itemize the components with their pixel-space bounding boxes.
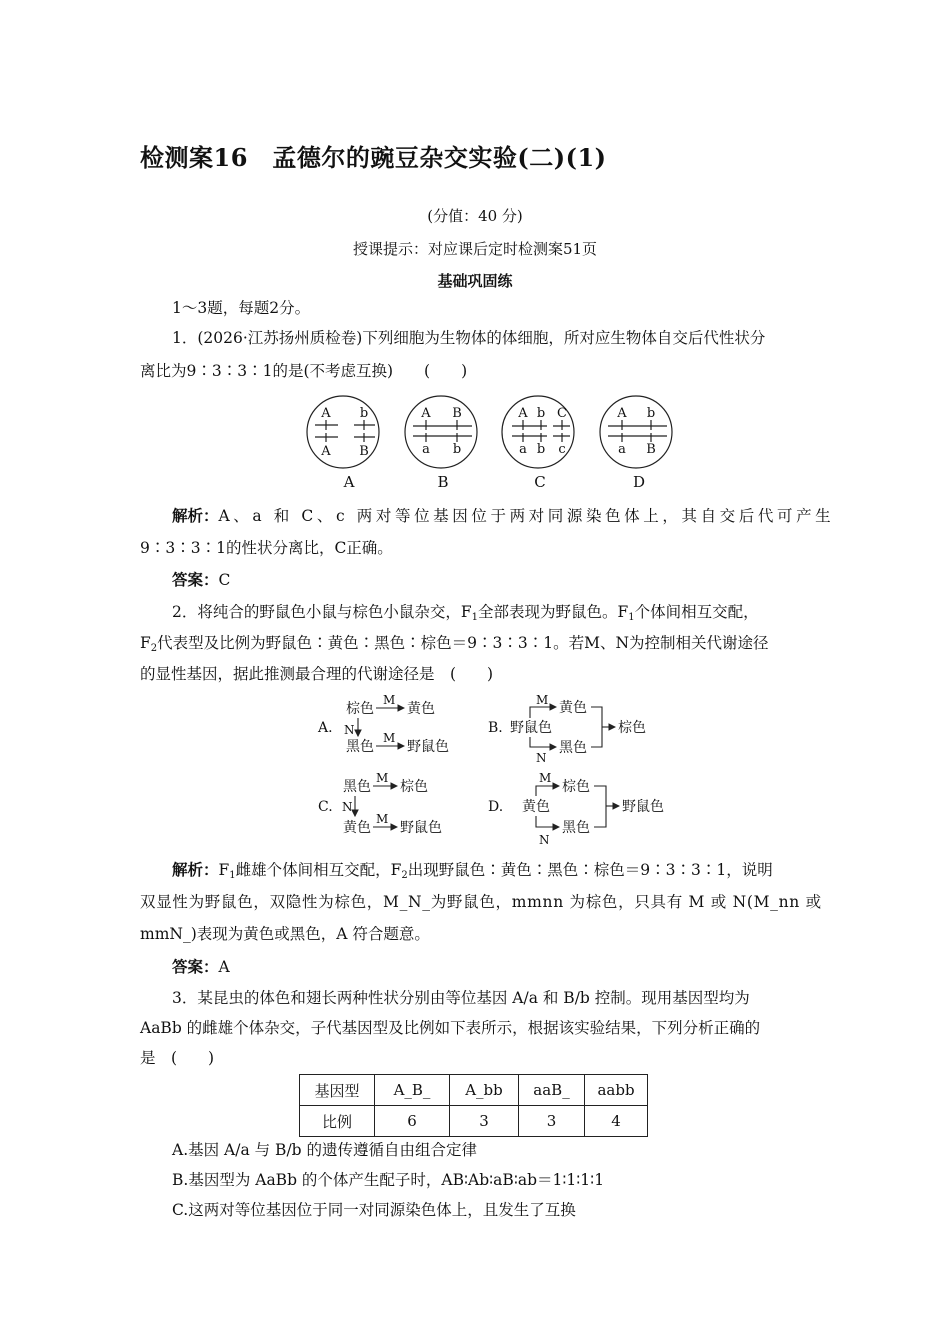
q1-cell-figures — [300, 392, 690, 492]
q2-c-node-3: 黄色 — [343, 820, 371, 836]
q2-a-node-1: 棕色 — [346, 701, 374, 717]
cell-a-gene-tl: A — [321, 406, 331, 421]
option-a-label: A — [343, 473, 355, 491]
option-b-label: B — [437, 473, 449, 491]
q2-a-gene-m: M — [383, 693, 396, 707]
table-row — [300, 1106, 648, 1137]
q2-c-gene-m: M — [376, 771, 389, 785]
answer-label: 答案： — [172, 570, 219, 589]
q2-stem-line1: 2．将纯合的野鼠色小鼠与棕色小鼠杂交，$F_1$全部表现为野鼠色。$F_1$个体间相互交配， — [172, 603, 759, 623]
cell-b-gene-tl: A — [421, 406, 431, 421]
q2-a-node-2: 黄色 — [407, 701, 435, 717]
cell-a-gene-bl: A — [321, 444, 331, 459]
q2-b-node-2: 黑色 — [559, 740, 587, 756]
q2-d-start: 黄色 — [522, 799, 550, 815]
answer-value: C — [218, 571, 231, 589]
table-cell: 3 — [450, 1106, 519, 1137]
q1-stem-line1: 1．(2026·江苏扬州质检卷)下列细胞为生物体的体细胞，所对应生物体自交后代性状分 — [172, 329, 766, 347]
q2-c-gene-n: N — [342, 800, 353, 814]
cell-c-gene-t2: b — [536, 406, 546, 421]
q2-b-end: 棕色 — [618, 720, 646, 736]
option-d-label: D — [632, 473, 646, 491]
table-header-cell: aabb — [585, 1075, 648, 1106]
page-title: 检测案16 孟德尔的豌豆杂交实验(二)(1) — [140, 143, 607, 172]
table-header-row — [300, 1075, 648, 1106]
table-header-cell: aaB_ — [519, 1075, 585, 1106]
q2-a-node-3: 黑色 — [346, 739, 374, 755]
q3-option-a: A.基因 A/a 与 B/b 的遗传遵循自由组合定律 — [172, 1141, 478, 1159]
q1-stem-line2: 离比为9∶3∶3∶1的是(不考虑互换) ( ) — [140, 362, 468, 380]
intro-text: 1～3题，每题2分。 — [172, 299, 311, 317]
q2-option-a-label: A. — [318, 720, 333, 736]
table-header-cell: 基因型 — [300, 1075, 375, 1106]
answer-label: 答案： — [172, 957, 219, 976]
cell-d-gene-tr: b — [646, 406, 656, 421]
table-cell: 6 — [375, 1106, 450, 1137]
q3-stem-line1: 3．某昆虫的体色和翅长两种性状分别由等位基因 A/a 和 B/b 控制。现用基因型均为 — [172, 989, 750, 1007]
q2-c-gene-m2: M — [376, 812, 389, 826]
q2-option-b-label: B. — [488, 720, 503, 736]
cell-d-gene-bl: a — [618, 442, 626, 457]
q2-analysis-line1: 解析：$F_1$雌雄个体间相互交配，$F_2$出现野鼠色∶黄色∶黑色∶棕色＝9∶3∶3∶1，说明 — [172, 860, 773, 881]
table-cell: 4 — [585, 1106, 648, 1137]
q2-pathway-options — [310, 690, 690, 850]
q2-d-node-1: 棕色 — [562, 779, 590, 795]
cell-a-gene-br: B — [359, 444, 369, 459]
q2-c-node-1: 黑色 — [343, 779, 371, 795]
analysis-label: 解析： — [172, 860, 219, 879]
analysis-label: 解析： — [172, 506, 219, 525]
q2-d-gene-m: M — [539, 771, 552, 785]
cell-a-gene-tr: b — [359, 406, 369, 421]
q1-analysis-line2: 9∶3∶3∶1的性状分离比，C正确。 — [140, 539, 393, 557]
section-heading: 基础巩固练 — [437, 272, 513, 290]
q1-analysis-line1 — [172, 506, 834, 526]
table-header-cell: A_bb — [450, 1075, 519, 1106]
cell-c-gene-b2: b — [536, 442, 546, 457]
q2-d-gene-n: N — [539, 833, 550, 847]
option-c-label: C — [534, 473, 546, 491]
cell-b-circle — [405, 396, 477, 468]
cell-d-gene-br: B — [646, 442, 656, 457]
q2-c-node-2: 棕色 — [400, 779, 428, 795]
q3-option-b: B.基因型为 AaBb 的个体产生配子时，AB∶Ab∶aB∶ab＝1∶1∶1∶1 — [172, 1171, 605, 1189]
q2-d-node-2: 黑色 — [562, 820, 590, 836]
lesson-hint: 授课提示：对应课后定时检测案51页 — [352, 240, 598, 258]
table-header-cell: A_B_ — [375, 1075, 450, 1106]
cell-b-gene-bl: a — [422, 442, 430, 457]
q2-analysis-line2: 双显性为野鼠色，双隐性为棕色，M_N_为野鼠色，mmnn 为棕色，只具有 M 或 N(M_nn 或 — [140, 893, 822, 911]
q2-b-start: 野鼠色 — [510, 720, 552, 736]
q2-option-d-label: D. — [488, 799, 504, 815]
cell-c-gene-t1: A — [518, 406, 528, 421]
cell-c-gene-b3: c — [558, 442, 566, 457]
cell-d-gene-tl: A — [617, 406, 627, 421]
q3-stem-line2: AaBb 的雌雄个体杂交，子代基因型及比例如下表所示，根据该实验结果，下列分析正确的 — [140, 1019, 761, 1037]
q3-option-c: C.这两对等位基因位于同一对同源染色体上，且发生了互换 — [172, 1201, 576, 1219]
q3-stem-line3: 是 ( ) — [140, 1049, 215, 1067]
q2-b-gene-n: N — [536, 751, 547, 765]
q2-b-node-1: 黄色 — [559, 700, 587, 716]
q2-c-node-4: 野鼠色 — [400, 820, 442, 836]
q2-a-node-4: 野鼠色 — [407, 739, 449, 755]
q1-answer — [172, 570, 230, 590]
q2-analysis-line3: mmN_)表现为黄色或黑色，A 符合题意。 — [140, 925, 430, 943]
q2-d-end: 野鼠色 — [622, 799, 664, 815]
analysis-text: A、a 和 C、c 两对等位基因位于两对同源染色体上，其自交后代可产生 — [218, 507, 835, 525]
q2-stem-line2: $F_2$代表型及比例为野鼠色∶黄色∶黑色∶棕色＝9∶3∶3∶1。若M、N为控制相关代谢途径 — [140, 634, 769, 654]
genotype-table — [299, 1074, 648, 1137]
cell-c-gene-b1: a — [519, 442, 527, 457]
score-note: (分值：40 分) — [427, 207, 523, 225]
q2-a-gene-n: N — [344, 723, 355, 737]
q2-option-c-label: C. — [318, 799, 333, 815]
q2-answer — [172, 957, 230, 977]
q2-stem-line3: 的显性基因，据此推测最合理的代谢途径是 ( ) — [140, 665, 494, 683]
table-cell: 3 — [519, 1106, 585, 1137]
cell-b-gene-br: b — [452, 442, 462, 457]
table-cell: 比例 — [300, 1106, 375, 1137]
q2-a-gene-m2: M — [383, 731, 396, 745]
cell-b-gene-tr: B — [452, 406, 462, 421]
cell-c-gene-t3: C — [557, 406, 567, 421]
cell-d-circle — [600, 396, 672, 468]
q2-b-gene-m: M — [536, 693, 549, 707]
answer-value: A — [218, 958, 230, 976]
